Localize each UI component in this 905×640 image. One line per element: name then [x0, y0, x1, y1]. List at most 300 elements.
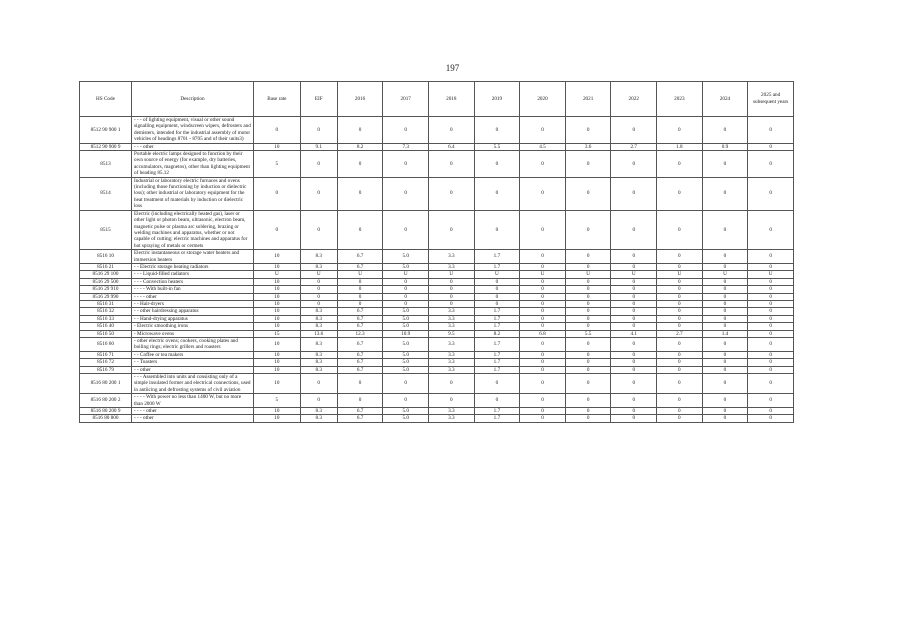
rate-cell: 0: [611, 308, 657, 315]
hs-code-cell: 8512 90 900 9: [80, 143, 132, 150]
rate-cell: 0: [565, 323, 611, 330]
column-header: Base rate: [253, 82, 300, 117]
description-cell: - - - other: [131, 143, 253, 150]
rate-cell: 0: [520, 394, 566, 408]
rate-cell: 8.3: [300, 308, 337, 315]
rate-cell: 0: [520, 366, 566, 373]
hs-code-cell: 8512 90 900 1: [80, 117, 132, 144]
rate-cell: 5.0: [383, 351, 429, 358]
rate-cell: 0: [429, 210, 475, 249]
rate-cell: 0: [657, 278, 703, 285]
rate-cell: 0: [520, 323, 566, 330]
table-row: [80, 286, 794, 293]
hs-code-cell: 8516 32: [80, 308, 132, 315]
hs-code-cell: 8516 79: [80, 366, 132, 373]
description-cell: Electric (including electrically heated gas), laser or other light or photon beam, ultrasonic, electron beam, magnetic pulse or plasma arc soldering, brazing or welding machines and apparatus, whether or not capable of cutting; electric machines and apparatus for hot spraying of metals or cermets: [131, 210, 253, 249]
rate-cell: 0: [657, 286, 703, 293]
rate-cell: 0: [702, 278, 748, 285]
rate-cell: 1.4: [702, 330, 748, 337]
rate-cell: 0: [520, 359, 566, 366]
table-row: [80, 210, 794, 249]
rate-cell: 0: [565, 250, 611, 264]
rate-cell: 5.0: [383, 315, 429, 322]
rate-cell: 0: [337, 210, 383, 249]
table-row: [80, 263, 794, 270]
rate-cell: U: [748, 271, 794, 278]
rate-cell: 0: [657, 315, 703, 322]
rate-cell: 10: [253, 359, 300, 366]
rate-cell: 0: [520, 151, 566, 178]
description-cell: - - - - With built-in fan: [131, 286, 253, 293]
rate-cell: 0: [611, 408, 657, 415]
rate-cell: 0: [702, 286, 748, 293]
column-header: EIF: [300, 82, 337, 117]
rate-cell: 0: [474, 117, 520, 144]
rate-cell: 10: [253, 263, 300, 270]
rate-cell: 0: [253, 177, 300, 210]
description-cell: - - Hand-drying apparatus: [131, 315, 253, 322]
rate-cell: 0: [300, 177, 337, 210]
rate-cell: 3.3: [429, 415, 475, 422]
table-row: [80, 308, 794, 315]
rate-cell: 0: [611, 394, 657, 408]
rate-cell: 0: [611, 117, 657, 144]
rate-cell: 0: [565, 415, 611, 422]
rate-cell: 8.3: [300, 338, 337, 352]
rate-cell: 0: [748, 408, 794, 415]
rate-cell: 0: [383, 210, 429, 249]
rate-cell: 6.4: [429, 143, 475, 150]
rate-cell: 0: [611, 374, 657, 394]
rate-cell: 2.7: [657, 330, 703, 337]
rate-cell: 0: [474, 394, 520, 408]
rate-cell: 0: [565, 151, 611, 178]
rate-cell: 0: [300, 210, 337, 249]
rate-cell: U: [383, 271, 429, 278]
rate-cell: 0: [337, 117, 383, 144]
description-cell: - - Hair-dryers: [131, 300, 253, 307]
rate-cell: 0: [702, 338, 748, 352]
rate-cell: 0: [337, 286, 383, 293]
rate-cell: 10: [253, 308, 300, 315]
rate-cell: 0: [337, 278, 383, 285]
rate-cell: 0: [565, 293, 611, 300]
rate-cell: 0: [474, 210, 520, 249]
rate-cell: 0: [748, 300, 794, 307]
rate-cell: 0: [657, 308, 703, 315]
rate-cell: 0: [300, 394, 337, 408]
rate-cell: 3.6: [565, 143, 611, 150]
rate-cell: 0: [565, 374, 611, 394]
column-header: 2021: [565, 82, 611, 117]
rate-cell: 1.7: [474, 308, 520, 315]
rate-cell: 0: [657, 210, 703, 249]
rate-cell: 6.7: [337, 323, 383, 330]
rate-cell: 0: [657, 366, 703, 373]
rate-cell: 0: [611, 210, 657, 249]
rate-cell: 0: [748, 286, 794, 293]
column-header: 2016: [337, 82, 383, 117]
rate-cell: 5.5: [565, 330, 611, 337]
rate-cell: 0: [565, 177, 611, 210]
hs-code-cell: 8516 29 100: [80, 271, 132, 278]
rate-cell: 0: [383, 394, 429, 408]
hs-code-cell: 8513: [80, 151, 132, 178]
rate-cell: 0: [474, 374, 520, 394]
rate-cell: 10: [253, 293, 300, 300]
rate-cell: 5.0: [383, 408, 429, 415]
rate-cell: 0: [300, 151, 337, 178]
table-row: [80, 366, 794, 373]
rate-cell: 0: [702, 323, 748, 330]
description-cell: - - Electric storage heating radiators: [131, 263, 253, 270]
rate-cell: 5.0: [383, 323, 429, 330]
rate-cell: 0: [520, 117, 566, 144]
rate-cell: 0: [474, 278, 520, 285]
rate-cell: 0: [611, 338, 657, 352]
rate-cell: 0: [611, 415, 657, 422]
description-cell: - - - Liquid-filled radiators: [131, 271, 253, 278]
rate-cell: 10: [253, 366, 300, 373]
hs-code-cell: 8516 33: [80, 315, 132, 322]
rate-cell: 0: [520, 408, 566, 415]
description-cell: - - - Convection heaters: [131, 278, 253, 285]
table-header-row: [80, 82, 794, 117]
rate-cell: 8.3: [300, 323, 337, 330]
rate-cell: 0: [702, 210, 748, 249]
rate-cell: 0: [300, 278, 337, 285]
table-row: [80, 338, 794, 352]
rate-cell: 12.3: [337, 330, 383, 337]
hs-code-cell: 8516 29 500: [80, 278, 132, 285]
rate-cell: 5.0: [383, 415, 429, 422]
rate-cell: 0: [429, 286, 475, 293]
rate-cell: 5.0: [383, 250, 429, 264]
rate-cell: 0: [748, 366, 794, 373]
rate-cell: 0: [520, 278, 566, 285]
rate-cell: 8.3: [300, 250, 337, 264]
description-cell: - - Toasters: [131, 359, 253, 366]
column-header: 2024: [702, 82, 748, 117]
rate-cell: 8.3: [300, 315, 337, 322]
rate-cell: 0: [337, 151, 383, 178]
rate-cell: 0: [748, 151, 794, 178]
description-cell: - - - - With power no less than 1400 W, but no more than 2000 W: [131, 394, 253, 408]
table-row: [80, 351, 794, 358]
rate-cell: 0: [474, 286, 520, 293]
page-number: 197: [445, 63, 460, 73]
rate-cell: 1.7: [474, 408, 520, 415]
hs-code-cell: 8516 50: [80, 330, 132, 337]
rate-cell: 0: [748, 415, 794, 422]
rate-cell: 10.9: [383, 330, 429, 337]
rate-cell: 8.3: [300, 366, 337, 373]
rate-cell: 6.7: [337, 366, 383, 373]
rate-cell: 0: [657, 415, 703, 422]
hs-code-cell: 8516 31: [80, 300, 132, 307]
rate-cell: 0: [383, 286, 429, 293]
rate-cell: 10: [253, 278, 300, 285]
rate-cell: 1.7: [474, 359, 520, 366]
rate-cell: 0: [657, 323, 703, 330]
rate-cell: U: [474, 271, 520, 278]
rate-cell: 10: [253, 315, 300, 322]
rate-cell: 0: [337, 394, 383, 408]
hs-code-cell: 8516 72: [80, 359, 132, 366]
table-row: [80, 271, 794, 278]
rate-cell: 0: [383, 151, 429, 178]
rate-cell: 0: [520, 263, 566, 270]
table-row: [80, 177, 794, 210]
rate-cell: 0: [702, 177, 748, 210]
column-header: 2025 and subsequent years: [748, 82, 794, 117]
column-header: Description: [131, 82, 253, 117]
rate-cell: 0: [383, 374, 429, 394]
rate-cell: 5.0: [383, 359, 429, 366]
rate-cell: 0: [702, 250, 748, 264]
rate-cell: 3.3: [429, 351, 475, 358]
rate-cell: 0: [748, 315, 794, 322]
rate-cell: 0: [702, 117, 748, 144]
rate-cell: 0: [337, 293, 383, 300]
rate-cell: 0: [611, 250, 657, 264]
rate-cell: 3.3: [429, 366, 475, 373]
rate-cell: 5.0: [383, 263, 429, 270]
rate-cell: 0: [702, 394, 748, 408]
column-header: 2023: [657, 82, 703, 117]
hs-code-cell: 8516 60: [80, 338, 132, 352]
rate-cell: 0: [565, 308, 611, 315]
rate-cell: 0: [748, 308, 794, 315]
rate-cell: 6.7: [337, 338, 383, 352]
rate-cell: 4.5: [520, 143, 566, 150]
rate-cell: 0: [702, 300, 748, 307]
rate-cell: 1.7: [474, 366, 520, 373]
rate-cell: 5: [253, 394, 300, 408]
rate-cell: 6.7: [337, 308, 383, 315]
rate-cell: 1.7: [474, 315, 520, 322]
table-row: [80, 117, 794, 144]
rate-cell: 0: [429, 278, 475, 285]
rate-cell: 0: [565, 263, 611, 270]
rate-cell: U: [702, 271, 748, 278]
rate-cell: 0: [474, 293, 520, 300]
rate-cell: 0: [300, 293, 337, 300]
rate-cell: 0: [702, 351, 748, 358]
rate-cell: 8.3: [300, 351, 337, 358]
column-header: HS Code: [80, 82, 132, 117]
rate-cell: 0: [565, 315, 611, 322]
column-header: 2020: [520, 82, 566, 117]
rate-cell: 0: [520, 286, 566, 293]
rate-cell: 7.3: [383, 143, 429, 150]
rate-cell: 0: [565, 394, 611, 408]
description-cell: - Electric smoothing irons: [131, 323, 253, 330]
rate-cell: 8.2: [337, 143, 383, 150]
rate-cell: 1.7: [474, 415, 520, 422]
rate-cell: 3.3: [429, 263, 475, 270]
rate-cell: 0: [611, 177, 657, 210]
rate-cell: U: [337, 271, 383, 278]
table-row: [80, 143, 794, 150]
rate-cell: 0: [253, 117, 300, 144]
description-cell: - - - - other: [131, 408, 253, 415]
rate-cell: 0: [429, 177, 475, 210]
rate-cell: 0: [657, 177, 703, 210]
rate-cell: 0: [429, 394, 475, 408]
rate-cell: 2.7: [611, 143, 657, 150]
rate-cell: 0: [748, 210, 794, 249]
column-header: 2019: [474, 82, 520, 117]
rate-cell: 0: [383, 177, 429, 210]
rate-cell: 0: [300, 286, 337, 293]
rate-cell: 1.7: [474, 250, 520, 264]
rate-cell: 0: [611, 300, 657, 307]
rate-cell: 0: [702, 263, 748, 270]
rate-cell: 0: [748, 293, 794, 300]
hs-code-cell: 8516 29 910: [80, 286, 132, 293]
rate-cell: 0: [748, 374, 794, 394]
rate-cell: 8.2: [474, 330, 520, 337]
rate-cell: 6.7: [337, 408, 383, 415]
rate-cell: 0: [429, 293, 475, 300]
rate-cell: 0: [253, 210, 300, 249]
rate-cell: 0: [657, 359, 703, 366]
description-cell: - - Coffee or tea makers: [131, 351, 253, 358]
hs-code-cell: 8515: [80, 210, 132, 249]
table-row: [80, 330, 794, 337]
table-row: [80, 374, 794, 394]
rate-cell: 0: [657, 151, 703, 178]
rate-cell: 9.1: [300, 143, 337, 150]
column-header: 2022: [611, 82, 657, 117]
rate-cell: 10: [253, 408, 300, 415]
rate-cell: 10: [253, 374, 300, 394]
rate-cell: 0: [300, 300, 337, 307]
rate-cell: 0: [748, 338, 794, 352]
rate-cell: 0: [702, 408, 748, 415]
rate-cell: U: [611, 271, 657, 278]
description-cell: - other electric ovens; cookers, cooking plates and boiling rings; electric grillers and roasters: [131, 338, 253, 352]
rate-cell: 0: [702, 151, 748, 178]
rate-cell: 0: [657, 351, 703, 358]
description-cell: - - other: [131, 366, 253, 373]
rate-cell: 0: [474, 151, 520, 178]
rate-cell: 0: [748, 394, 794, 408]
rate-cell: U: [657, 271, 703, 278]
rate-cell: 0: [657, 293, 703, 300]
rate-cell: 0: [611, 323, 657, 330]
column-header: 2018: [429, 82, 475, 117]
rate-cell: 0: [300, 374, 337, 394]
rate-cell: 0: [520, 293, 566, 300]
rate-cell: 0: [520, 210, 566, 249]
rate-cell: 0: [702, 293, 748, 300]
rate-cell: 0: [748, 250, 794, 264]
rate-cell: 0: [383, 293, 429, 300]
table-row: [80, 408, 794, 415]
rate-cell: 0: [337, 177, 383, 210]
rate-cell: 0: [383, 278, 429, 285]
rate-cell: 10: [253, 300, 300, 307]
table-row: [80, 359, 794, 366]
rate-cell: 0: [657, 300, 703, 307]
rate-cell: 3.3: [429, 338, 475, 352]
rate-cell: 10: [253, 351, 300, 358]
rate-cell: 10: [253, 415, 300, 422]
rate-cell: 0: [611, 263, 657, 270]
rate-cell: 13.6: [300, 330, 337, 337]
description-cell: - Microwave ovens: [131, 330, 253, 337]
rate-cell: 3.3: [429, 408, 475, 415]
rate-cell: 4.1: [611, 330, 657, 337]
rate-cell: 0: [520, 177, 566, 210]
rate-cell: 0: [657, 117, 703, 144]
rate-cell: 6.7: [337, 351, 383, 358]
rate-cell: 10: [253, 323, 300, 330]
rate-cell: 10: [253, 338, 300, 352]
rate-cell: 5.5: [474, 143, 520, 150]
description-cell: - - other hairdressing apparatus: [131, 308, 253, 315]
hs-code-cell: 8516 10: [80, 250, 132, 264]
table-row: [80, 394, 794, 408]
table-row: [80, 293, 794, 300]
rate-cell: 0: [383, 117, 429, 144]
rate-cell: 0: [611, 286, 657, 293]
column-header: 2017: [383, 82, 429, 117]
hs-code-cell: 8516 80 800: [80, 415, 132, 422]
hs-code-cell: 8514: [80, 177, 132, 210]
description-cell: Industrial or laboratory electric furnaces and ovens (including those functioning by induction or dielectric loss); other industrial or laboratory equipment for the heat treatment of materials by induction or dielectric loss: [131, 177, 253, 210]
rate-cell: 5.0: [383, 338, 429, 352]
table-row: [80, 151, 794, 178]
rate-cell: 3.3: [429, 308, 475, 315]
rate-cell: 0: [565, 210, 611, 249]
rate-cell: 0: [565, 408, 611, 415]
hs-code-cell: 8516 80 200 1: [80, 374, 132, 394]
rate-cell: U: [300, 271, 337, 278]
rate-cell: 0: [429, 151, 475, 178]
rate-cell: 0: [702, 315, 748, 322]
rate-cell: 0: [565, 351, 611, 358]
rate-cell: 0: [383, 300, 429, 307]
description-cell: - - - of lighting equipment, visual or other sound signalling equipment, windscreen wipers, defrosters and demisters, intended for the industrial assembly of motor vehicles of headings 8701 - 8705 and of their units3): [131, 117, 253, 144]
rate-cell: 3.3: [429, 359, 475, 366]
description-cell: Electric instantaneous or storage water heaters and immersion heaters: [131, 250, 253, 264]
rate-cell: 10: [253, 143, 300, 150]
hs-code-cell: 8516 29 990: [80, 293, 132, 300]
rate-cell: 0: [611, 366, 657, 373]
rate-cell: 0: [429, 117, 475, 144]
rate-cell: 0: [702, 359, 748, 366]
rate-cell: U: [565, 271, 611, 278]
rate-cell: 0: [611, 315, 657, 322]
rate-cell: 8.3: [300, 263, 337, 270]
rate-cell: 0: [611, 278, 657, 285]
table-body: [80, 117, 794, 423]
rate-cell: 10: [253, 250, 300, 264]
rate-cell: 0: [565, 300, 611, 307]
rate-cell: 6.7: [337, 359, 383, 366]
rate-cell: 6.8: [520, 330, 566, 337]
rate-cell: 0: [474, 300, 520, 307]
table-row: [80, 415, 794, 422]
rate-cell: 0: [520, 300, 566, 307]
rate-cell: 0: [520, 338, 566, 352]
rate-cell: 5.0: [383, 308, 429, 315]
description-cell: - - - Assembled into units and consisting only of a simple insulated former and electrical connections, used in antiicing and defrosting systems of civil aviation: [131, 374, 253, 394]
hs-code-cell: 8516 40: [80, 323, 132, 330]
